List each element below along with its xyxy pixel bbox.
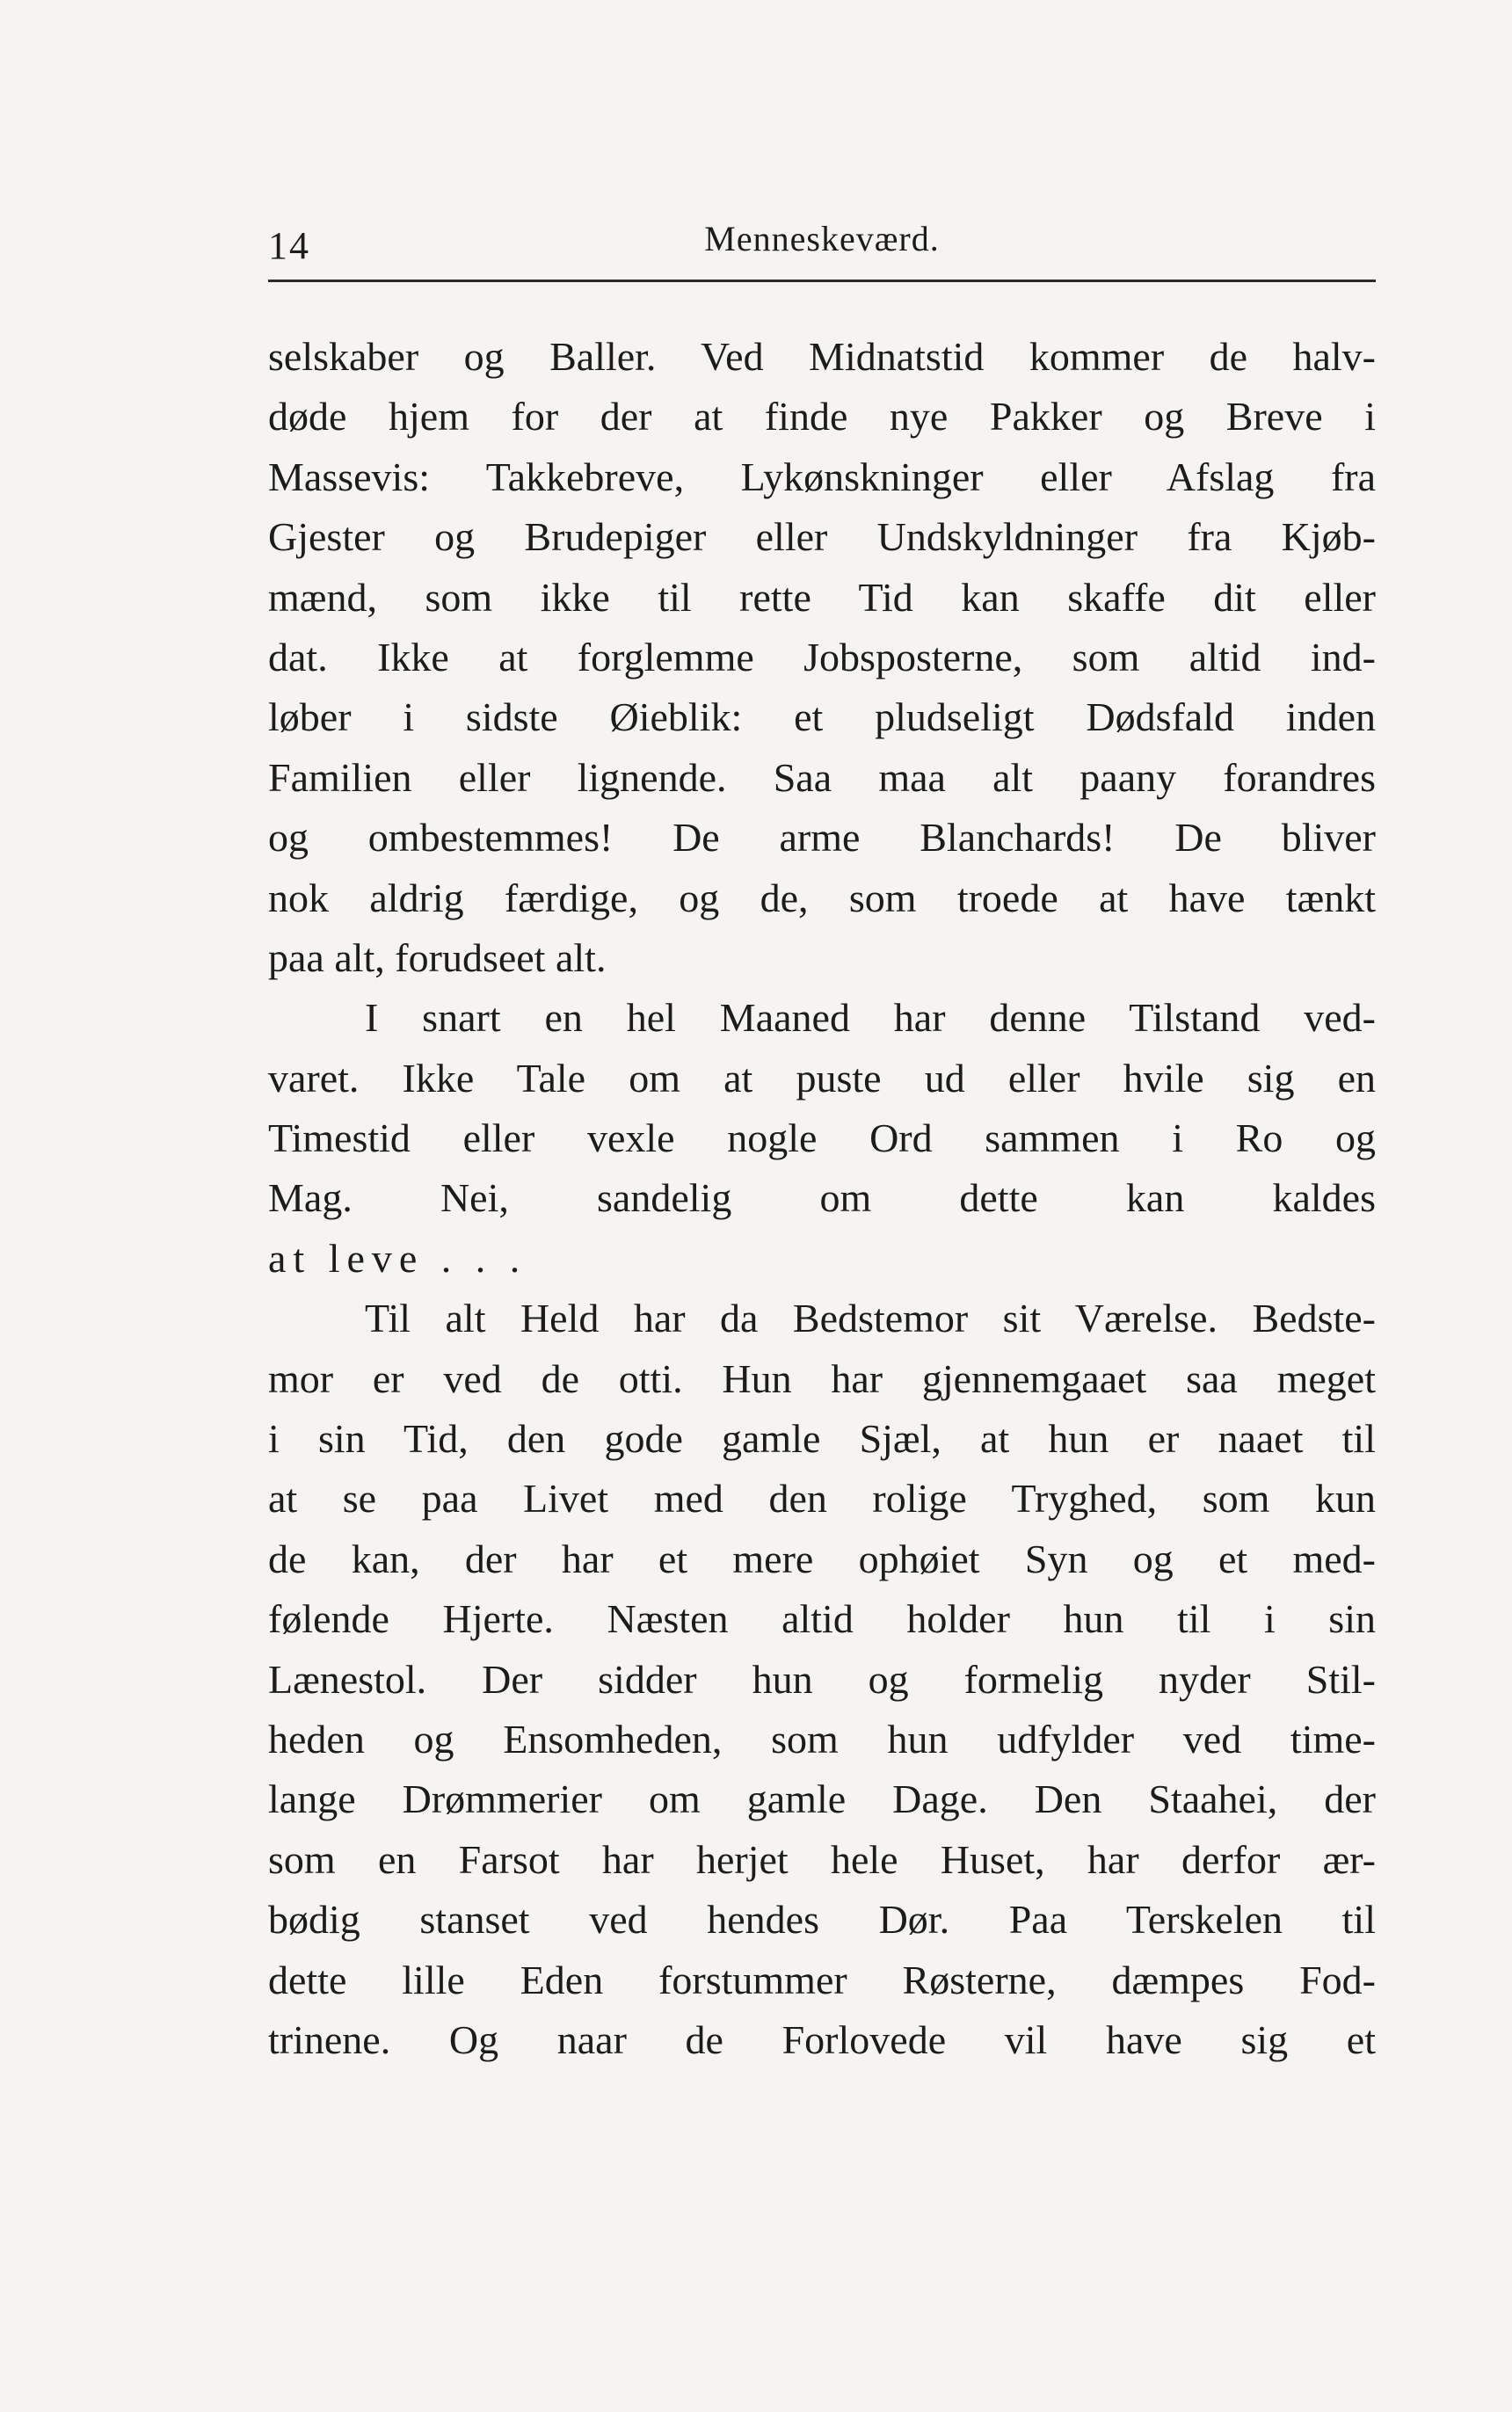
text-line: varet. Ikke Tale om at puste ud eller hvile sig en xyxy=(268,1055,1376,1101)
text-line: paa alt, forudseet alt. xyxy=(268,934,607,980)
page-header xyxy=(268,218,1376,280)
text-line: Familien eller lignende. Saa maa alt paany forandres xyxy=(268,754,1376,800)
text-line: følende Hjerte. Næsten altid holder hun til i sin xyxy=(268,1596,1376,1642)
text-line: mænd, som ikke til rette Tid kan skaffe dit eller xyxy=(268,574,1376,620)
text-line: døde hjem for der at finde nye Pakker og Breve i xyxy=(268,394,1376,440)
text-line: selskaber og Baller. Ved Midnatstid kommer de halv- xyxy=(268,334,1376,379)
text-line: dette lille Eden forstummer Røsterne, dæmpes Fod- xyxy=(268,1957,1376,2002)
body-text xyxy=(268,327,1376,2070)
text-line: som en Farsot har herjet hele Huset, har derfor ær- xyxy=(268,1836,1376,1882)
page-number: 14 xyxy=(268,224,310,267)
text-line: Mag. Nei, sandelig om dette kan kaldes xyxy=(268,1175,1376,1221)
text-line: at se paa Livet med den rolige Tryghed, som kun xyxy=(268,1476,1376,1522)
text-line: de kan, der har et mere ophøiet Syn og et med- xyxy=(268,1536,1376,1581)
text-line: mor er ved de otti. Hun har gjennemgaaet saa meget xyxy=(268,1355,1376,1401)
text-line: Timestid eller vexle nogle Ord sammen i Ro og xyxy=(268,1115,1376,1161)
text-line: Lænestol. Der sidder hun og formelig nyder Stil- xyxy=(268,1656,1376,1702)
text-line: at leve . . . xyxy=(268,1235,527,1281)
text-line: Massevis: Takkebreve, Lykønskninger eller Afslag fra xyxy=(268,454,1376,499)
text-line: bødig stanset ved hendes Dør. Paa Terskelen til xyxy=(268,1897,1376,1943)
text-line: løber i sidste Øieblik: et pludseligt Dødsfald inden xyxy=(268,694,1376,740)
text-line: I snart en hel Maaned har denne Tilstand ved- xyxy=(365,995,1376,1041)
running-title: Menneskeværd. xyxy=(704,219,940,258)
text-line: Til alt Held har da Bedstemor sit Værelse. Bedste- xyxy=(365,1296,1376,1341)
text-line: dat. Ikke at forglemme Jobsposterne, som altid ind- xyxy=(268,634,1376,679)
text-line: trinene. Og naar de Forlovede vil have sig et xyxy=(268,2016,1376,2062)
text-line: og ombestemmes! De arme Blanchards! De bliver xyxy=(268,815,1376,861)
text-line: heden og Ensomheden, som hun udfylder ved time- xyxy=(268,1716,1376,1762)
text-line: lange Drømmerier om gamle Dage. Den Staahei, der xyxy=(268,1776,1376,1822)
text-line: i sin Tid, den gode gamle Sjæl, at hun er naaet til xyxy=(268,1416,1376,1462)
header-rule xyxy=(268,280,1376,282)
text-line: Gjester og Brudepiger eller Undskyldninger fra Kjøb- xyxy=(268,514,1376,560)
text-line: nok aldrig færdige, og de, som troede at have tænkt xyxy=(268,875,1376,920)
